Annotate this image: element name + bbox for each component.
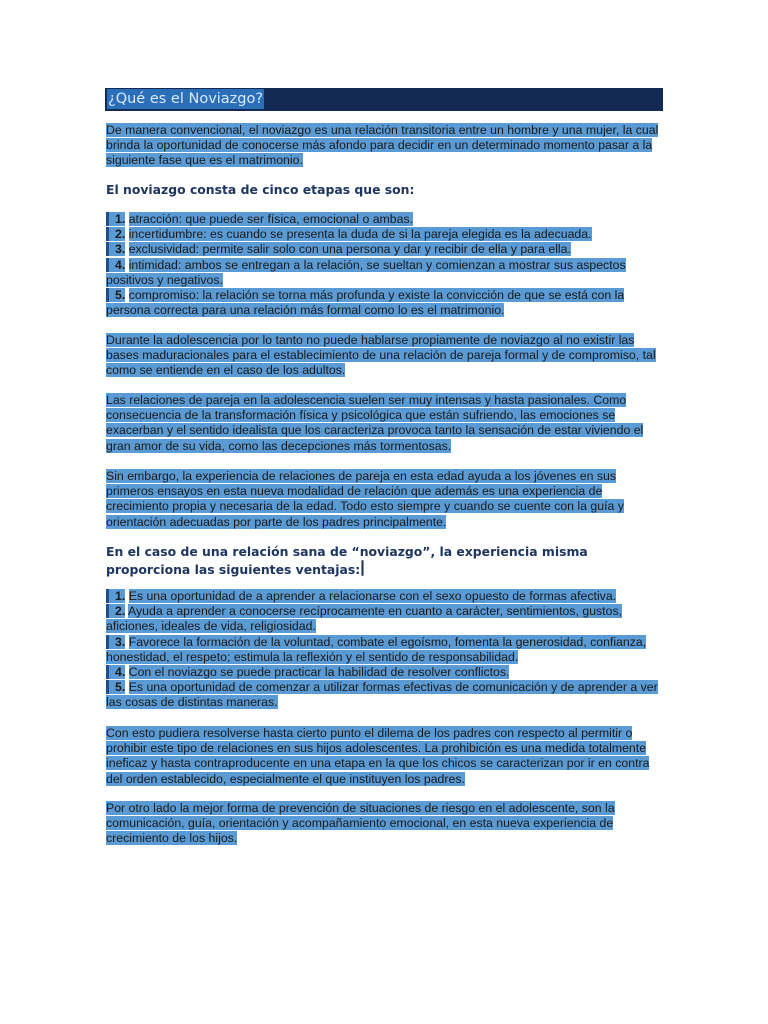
list-number: 2. [106, 604, 125, 618]
list-number: 1. [106, 589, 125, 603]
list-item-text: exclusividad: permite salir solo con una persona y dar y recibir de ella y para ella. [128, 242, 571, 257]
stages-heading: El noviazgo consta de cinco etapas que son: [106, 182, 415, 197]
list-item-text: atracción: que puede ser física, emocional o ambas. [128, 212, 414, 226]
list-number: 4. [106, 258, 125, 272]
list-item [106, 227, 666, 242]
however-text: Sin embargo, la experiencia de relaciones de pareja en esta edad ayuda a los jóvenes en sus primeros ensayos en esta nueva modalidad de relación que además es una experiencia de crecimiento propia y necesaria de la edad. Todo esto siempre y cuando se cuente con la guía y orientación adecuadas por parte de los padres principalmente. [106, 469, 624, 529]
list-item-text: incertidumbre: es cuando se presenta la duda de si la pareja elegida es la adecuada. [128, 227, 592, 242]
list-item [106, 288, 666, 318]
dilemma-text: Con esto pudiera resolverse hasta cierto punto el dilema de los padres con respecto al permitir o prohibir este tipo de relaciones en sus hijos adolescentes. La prohibición es una medida totalmente ineficaz y hasta contraproducente en una etapa en la que los chicos se caracterizan por ir en contra del orden establecido, especialmente el que instituyen los padres. [106, 726, 650, 786]
text-cursor [361, 560, 364, 576]
intro-paragraph[interactable] [106, 123, 666, 169]
list-item [106, 680, 666, 710]
title-bar [105, 88, 663, 111]
list-item-text: Es una oportunidad de comenzar a utilizar formas efectivas de comunicación y de aprender a ver las cosas de distintas maneras. [106, 680, 658, 710]
list-number: 4. [106, 665, 125, 679]
list-number: 3. [106, 635, 125, 649]
list-item [106, 665, 666, 680]
list-item [106, 212, 666, 227]
list-item [106, 242, 666, 257]
however-paragraph[interactable] [106, 469, 666, 530]
prevention-paragraph[interactable] [106, 801, 666, 847]
list-item [106, 635, 666, 665]
advantages-list[interactable] [106, 589, 666, 711]
adolescence-paragraph[interactable] [106, 333, 666, 379]
list-number: 2. [106, 227, 125, 241]
page-title: ¿Qué es el Noviazgo? [108, 91, 264, 107]
list-item-text: Ayuda a aprender a conocerse recíprocamente en cuanto a carácter, sentimientos, gustos, aficiones, ideales de vida, religiosidad. [106, 604, 623, 634]
dilemma-paragraph[interactable] [106, 726, 666, 787]
adolescence-text: Durante la adolescencia por lo tanto no puede hablarse propiamente de noviazgo al no existir las bases maduracionales para el establecimiento de una relación de pareja formal y de compromiso, tal como se entiende en el caso de los adultos. [106, 333, 656, 378]
list-item [106, 258, 666, 288]
intro-text: De manera convencional, el noviazgo es una relación transitoria entre un hombre y una mujer, la cual brinda la oportunidad de conocerse más afondo para decidir en un determinado momento pasar a la siguiente fase que es el matrimonio. [106, 123, 659, 168]
list-item-text: Favorece la formación de la voluntad, combate el egoísmo, fomenta la generosidad, confianza, honestidad, el respeto; estimula la reflexión y el sentido de responsabilidad. [106, 634, 647, 664]
list-number: 1. [106, 212, 125, 226]
list-item-text: Es una oportunidad de a aprender a relacionarse con el sexo opuesto de formas afectiva. [128, 589, 617, 603]
list-number: 5. [106, 680, 125, 694]
stages-list[interactable] [106, 212, 666, 318]
list-item [106, 604, 666, 634]
list-number: 5. [106, 288, 125, 302]
list-item-text: Con el noviazgo se puede practicar la habilidad de resolver conflictos. [128, 665, 510, 680]
list-item-text: intimidad: ambos se entregan a la relación, se sueltan y comienzan a mostrar sus aspectos positivos y negativos. [106, 257, 626, 287]
advantages-heading-text: En el caso de una relación sana de “noviazgo”, la experiencia misma proporciona las siguientes ventajas: [106, 544, 588, 577]
list-item [106, 589, 666, 604]
advantages-heading [106, 543, 666, 578]
list-item-text: compromiso: la relación se torna más profunda y existe la convicción de que se está con la persona correcta para una relación más formal como lo es el matrimonio. [106, 288, 625, 318]
prevention-text: Por otro lado la mejor forma de prevención de situaciones de riesgo en el adolescente, son la comunicación, guía, orientación y acompañamiento emocional, en esta nueva experiencia de crecimiento de los hijos. [106, 801, 615, 846]
intense-text: Las relaciones de pareja en la adolescencia suelen ser muy intensas y hasta pasionales. Como consecuencia de la transformación física y psicológica que están sufriendo, las emociones se exacerban y el sentido idealista que los caracteriza provoca tanto la sensación de estar viviendo el gran amor de su vida, como las decepciones más tormentosas. [106, 393, 644, 453]
intense-paragraph[interactable] [106, 393, 666, 454]
list-number: 3. [106, 242, 125, 256]
